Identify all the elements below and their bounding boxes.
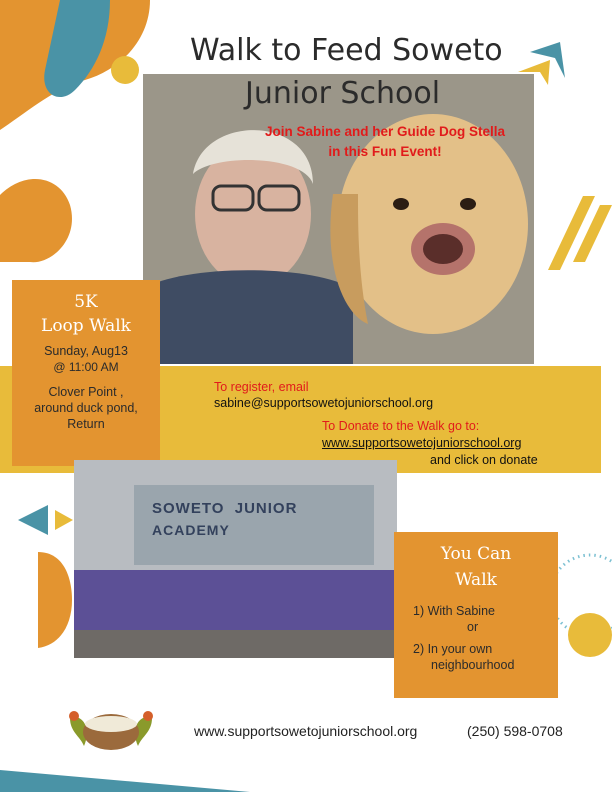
event-details-box (12, 280, 160, 466)
event-location (12, 384, 160, 432)
walk-or: or (467, 620, 479, 634)
school-sign-line2: ACADEMY (152, 522, 230, 538)
school-sign-line1: SOWETO JUNIOR (152, 500, 298, 517)
walk-heading-line1: You Can (440, 544, 512, 564)
photo-school-children (74, 460, 397, 658)
donate-label: To Donate to the Walk go to: (322, 419, 480, 433)
subtitle-line1: Join Sabine and her Guide Dog Stella (264, 124, 506, 139)
bowl-logo-icon (62, 708, 160, 756)
event-subtitle (230, 122, 540, 162)
page-title-line2: Junior School (245, 76, 441, 111)
photo-sabine-and-dog (143, 74, 534, 364)
register-label: To register, email (214, 380, 309, 394)
walk-heading-line2: Walk (455, 570, 497, 590)
walk-option-2: 2) In your own (413, 642, 493, 656)
page-title-line1: Walk to Feed Soweto (190, 33, 503, 68)
event-time: @ 11:00 AM (53, 360, 119, 374)
location-line3: Return (67, 417, 105, 431)
event-heading-line1: 5K (74, 292, 98, 312)
donate-instruction: and click on donate (430, 453, 538, 467)
subtitle-line2: in this Fun Event! (328, 144, 442, 159)
event-date: Sunday, Aug13 (44, 344, 128, 358)
footer-phone: (250) 598-0708 (467, 723, 563, 739)
register-email[interactable]: sabine@supportsowetojuniorschool.org (214, 396, 434, 410)
donate-link[interactable]: www.supportsowetojuniorschool.org (322, 436, 522, 450)
photo-illustration (143, 74, 534, 364)
walk-option-1: 1) With Sabine (413, 604, 495, 618)
location-line2: around duck pond, (34, 401, 138, 415)
walk-options-box (394, 532, 558, 698)
event-heading-line2: Loop Walk (41, 316, 131, 336)
walk-option-2b: neighbourhood (431, 658, 515, 672)
footer-website[interactable]: www.supportsowetojuniorschool.org (194, 723, 418, 739)
location-line1: Clover Point , (48, 385, 124, 399)
school-photo-illustration (74, 460, 397, 658)
